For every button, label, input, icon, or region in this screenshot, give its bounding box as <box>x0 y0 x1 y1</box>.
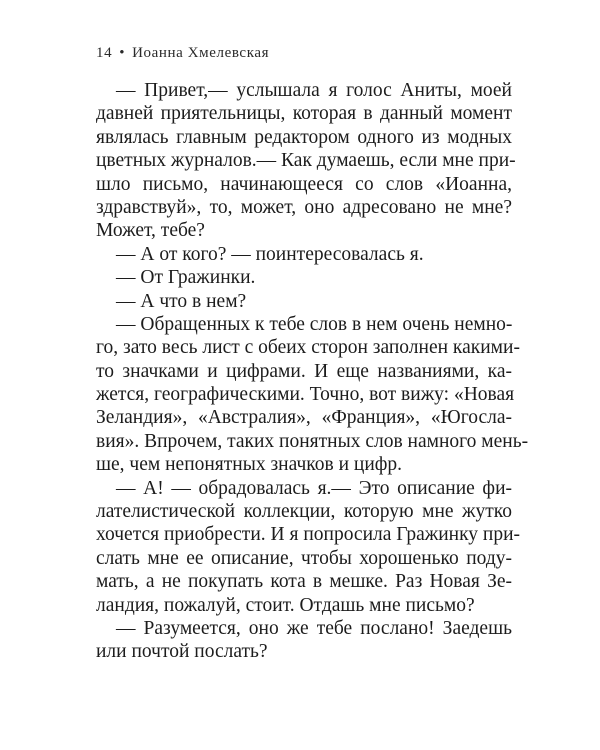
text-line: ландия, пожалуй, стоит. Отдашь мне письмо? <box>96 594 475 616</box>
text-line: го, зато весь лист с обеих сторон заполнен какими- <box>96 337 520 359</box>
text-line: вия». Впрочем, таких понятных слов намного мень- <box>96 430 529 452</box>
text-line: Зеландия», «Австралия», «Франция», «Югосла- <box>96 407 512 429</box>
text-line: давней приятельницы, которая в данный момент <box>96 103 512 125</box>
text-line: или почтой послать? <box>96 641 268 663</box>
page-number: 14 <box>96 45 113 61</box>
text-line: — Обращенных к тебе слов в нем очень немно- <box>116 313 513 335</box>
text-line: хочется приобрести. И я попросила Гражинку при- <box>96 524 521 546</box>
text-line: лателистической коллекции, которую мне жутко <box>96 501 512 523</box>
text-line: — От Гражинки. <box>116 267 256 289</box>
text-line: слать мне ее описание, чтобы хорошенько поду- <box>96 547 512 569</box>
text-line: ше, чем непонятных значков и цифр. <box>96 454 403 476</box>
text-line: цветных журналов.— Как думаешь, если мне при- <box>96 150 516 172</box>
running-header <box>96 45 269 62</box>
text-line: мать, а не покупать кота в мешке. Раз Новая Зе- <box>96 571 512 593</box>
text-line: шло письмо, начинающееся со слов «Иоанна, <box>96 173 512 195</box>
text-line: — Привет,— услышала я голос Аниты, моей <box>116 80 512 101</box>
page-body-text <box>96 79 529 664</box>
text-line: — А от кого? — поинтересовалась я. <box>116 243 424 265</box>
text-line: Может, тебе? <box>96 220 205 242</box>
text-line: то значками и цифрами. И еще названиями, ка- <box>96 360 512 382</box>
text-line: жется, географическими. Точно, вот вижу: «Новая <box>96 384 515 406</box>
text-line: — А что в нем? <box>116 290 247 312</box>
header-separator: • <box>119 45 126 61</box>
text-line: здравствуй», то, может, оно адресовано не мне? <box>96 196 512 218</box>
text-line: — А! — обрадовалась я.— Это описание фи- <box>116 477 512 499</box>
text-line: являлась главным редактором одного из модных <box>96 126 512 148</box>
running-title: Иоанна Хмелевская <box>132 45 270 61</box>
text-line: — Разумеется, оно же тебе послано! Заедешь <box>116 617 512 639</box>
